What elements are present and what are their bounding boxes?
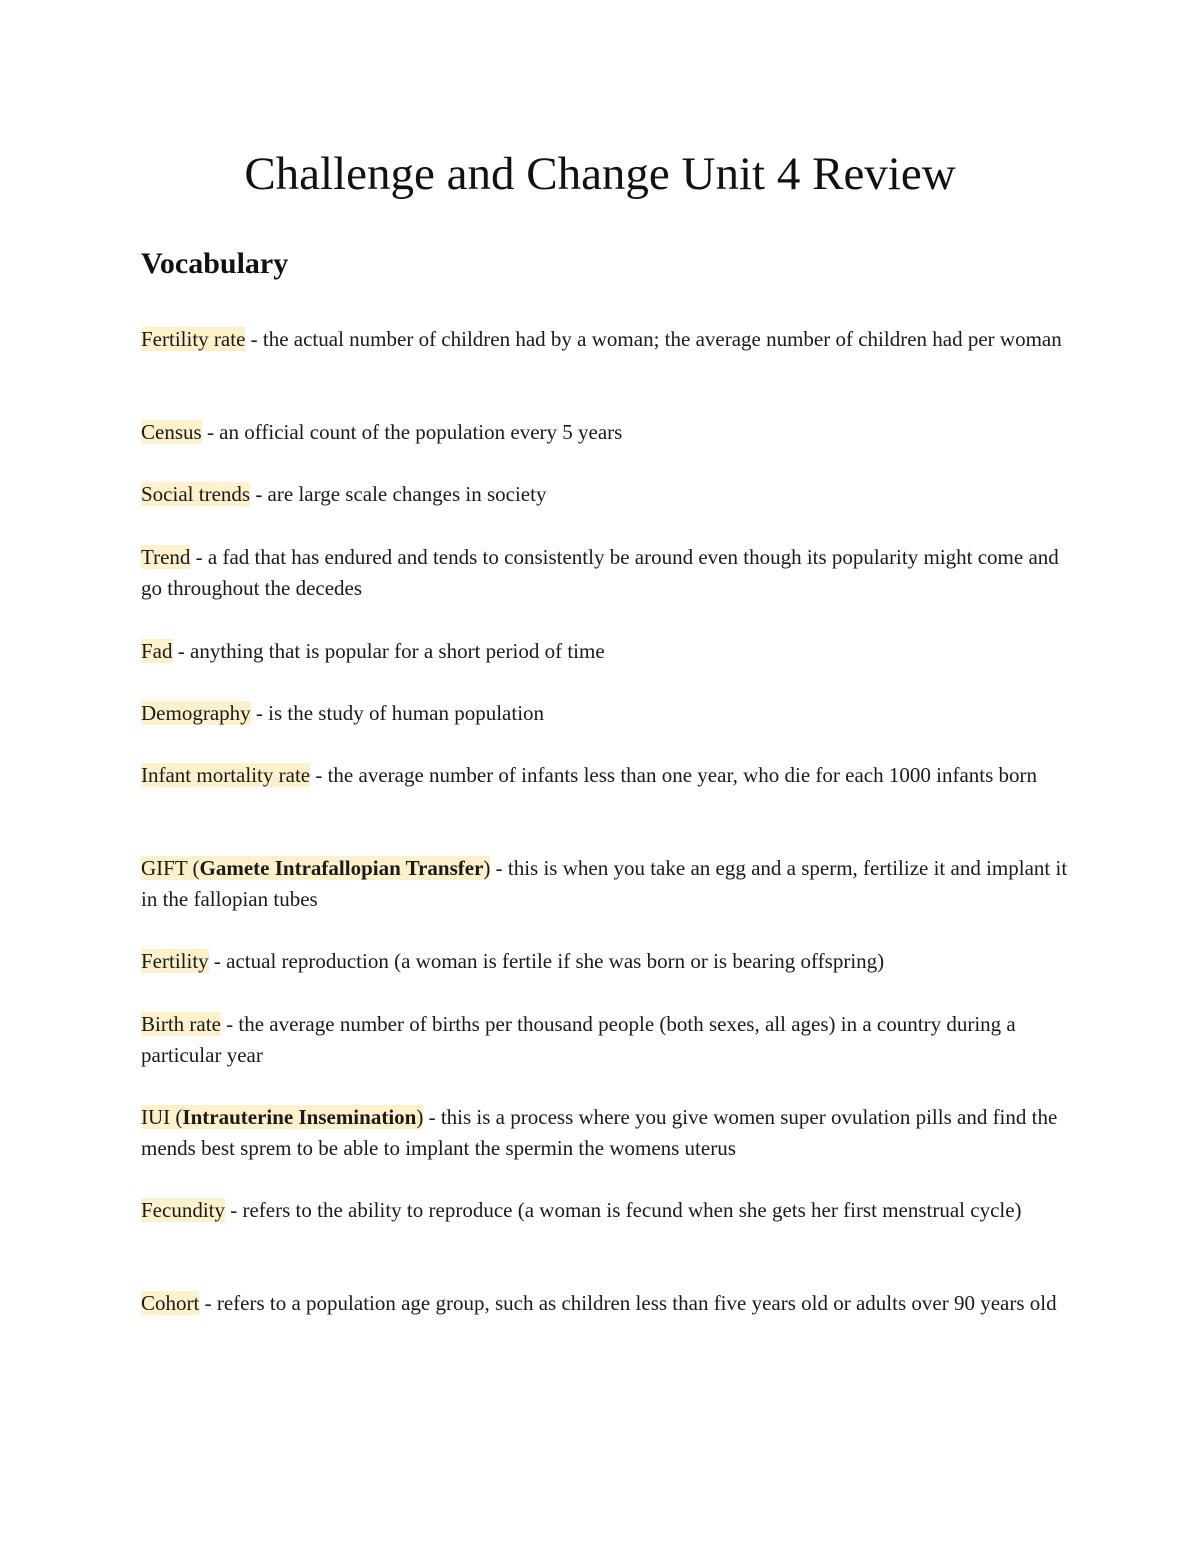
- vocab-term: Trend: [141, 545, 191, 569]
- vocab-entry-fecundity: [141, 1195, 1071, 1226]
- vocab-term: Fecundity: [141, 1198, 225, 1222]
- vocab-term-abbrev: GIFT (: [141, 856, 200, 880]
- vocab-term: Census: [141, 420, 202, 444]
- vocab-term: Fad: [141, 639, 173, 663]
- vocab-definition: - refers to the ability to reproduce (a woman is fecund when she gets her first menstrual cycle): [225, 1198, 1022, 1222]
- vocab-term-close: ): [483, 856, 491, 880]
- vocab-term: Social trends: [141, 482, 251, 506]
- page-title: Challenge and Change Unit 4 Review: [244, 148, 956, 200]
- vocab-definition: - anything that is popular for a short period of time: [172, 639, 605, 663]
- vocab-definition: - actual reproduction (a woman is fertile if she was born or is bearing offspring): [208, 949, 885, 973]
- vocab-definition: - the average number of infants less than one year, who die for each 1000 infants born: [310, 763, 1038, 787]
- vocab-term-full: Gamete Intrafallopian Transfer: [199, 856, 484, 880]
- vocab-definition: - are large scale changes in society: [250, 482, 547, 506]
- vocab-entry-fad: [141, 636, 1071, 667]
- vocab-entry-fertility: [141, 946, 1071, 977]
- vocab-term: Demography: [141, 701, 251, 725]
- vocab-term-abbrev: IUI (: [141, 1105, 183, 1129]
- vocab-term: Infant mortality rate: [141, 763, 311, 787]
- vocab-entry-census: [141, 417, 1071, 448]
- vocab-definition: - the actual number of children had by a woman; the average number of children had per woman: [245, 327, 1062, 351]
- vocab-entry-birth-rate: [141, 1009, 1071, 1071]
- vocab-definition: - this is a process where you give women super ovulation pills and find the mends best sprem to be able to implant the spermin the womens uterus: [141, 1105, 1058, 1160]
- vocab-entry-infant-mortality-rate: [141, 760, 1071, 791]
- vocab-entry-social-trends: [141, 479, 1071, 510]
- vocab-definition: - refers to a population age group, such as children less than five years old or adults over 90 years old: [199, 1291, 1057, 1315]
- vocab-definition: - an official count of the population every 5 years: [201, 420, 623, 444]
- vocab-term: [141, 1105, 423, 1129]
- vocab-term: Fertility rate: [141, 327, 246, 351]
- vocab-definition: - is the study of human population: [250, 701, 545, 725]
- vocab-term: [141, 856, 490, 880]
- vocab-term-close: ): [416, 1105, 424, 1129]
- section-heading-vocabulary: Vocabulary: [141, 247, 289, 280]
- vocab-entry-trend: [141, 542, 1071, 604]
- vocab-term: Birth rate: [141, 1012, 221, 1036]
- vocab-term: Cohort: [141, 1291, 200, 1315]
- vocab-definition: - a fad that has endured and tends to consistently be around even though its popularity might come and go throughout the decedes: [141, 545, 1059, 600]
- vocab-entry-iui: [141, 1102, 1071, 1164]
- vocab-entry-fertility-rate: [141, 324, 1071, 355]
- vocab-term: Fertility: [141, 949, 209, 973]
- vocab-entry-gift: [141, 853, 1071, 915]
- vocab-definition: - the average number of births per thousand people (both sexes, all ages) in a country during a particular year: [141, 1012, 1016, 1067]
- vocab-definition: - this is when you take an egg and a sperm, fertilize it and implant it in the fallopian tubes: [141, 856, 1068, 911]
- vocab-entry-cohort: [141, 1288, 1071, 1319]
- vocab-term-full: Intrauterine Insemination: [182, 1105, 417, 1129]
- vocab-entry-demography: [141, 698, 1071, 729]
